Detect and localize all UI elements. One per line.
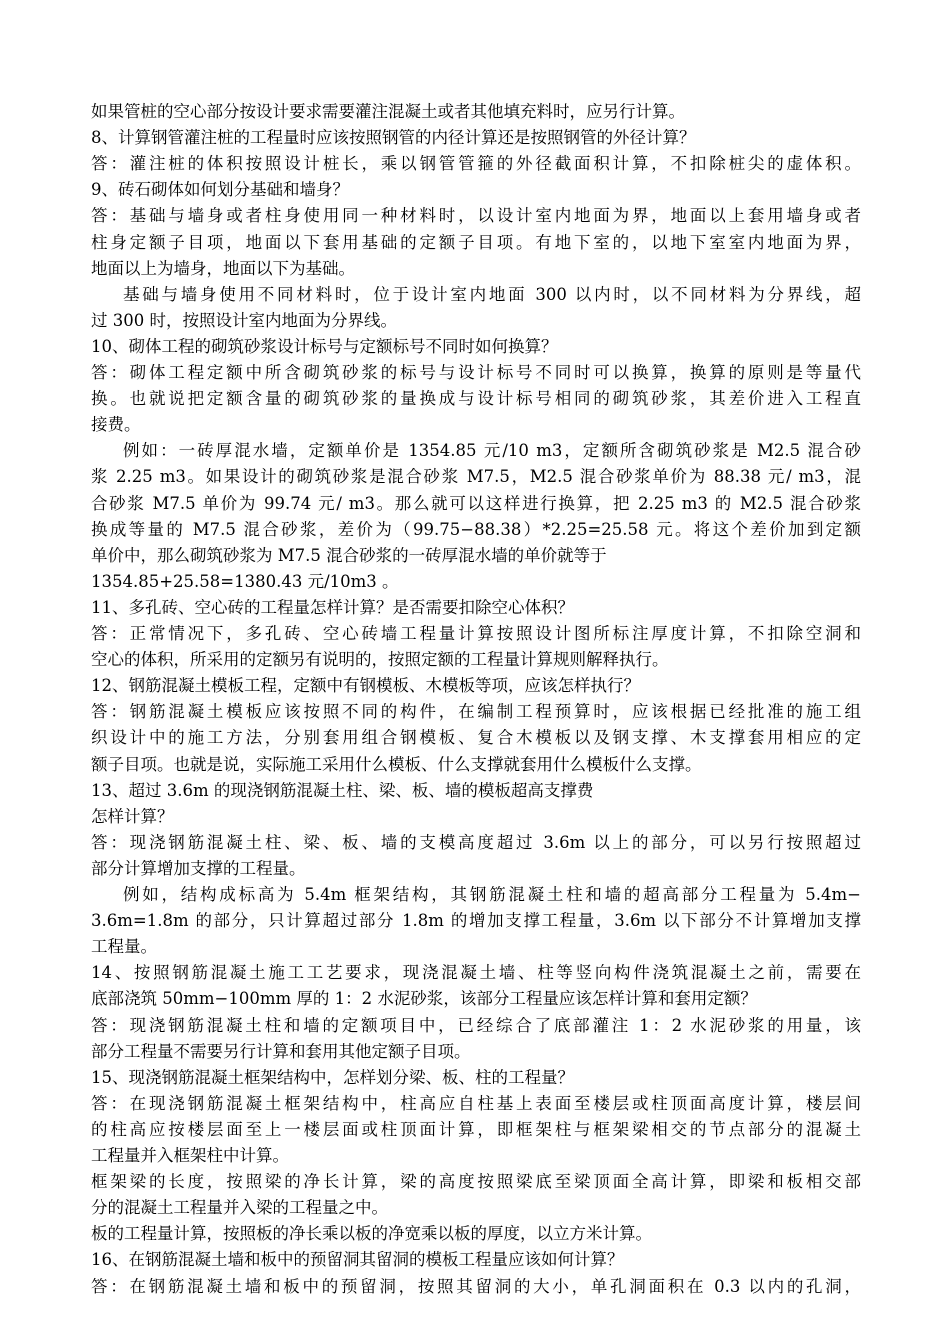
text-line: 13、超过 3.6m 的现浇钢筋混凝土柱、梁、板、墙的模板超高支撑费: [91, 780, 594, 800]
text-line: 分的混凝土工程量并入梁的工程量之中。: [91, 1198, 388, 1218]
text-line: 14、按照钢筋混凝土施工工艺要求，现浇混凝土墙、柱等竖向构件浇筑混凝土之前，需要在: [91, 963, 861, 983]
text-line: 答：灌注桩的体积按照设计桩长，乘以钢管管箍的外径截面积计算，不扣除桩尖的虚体积。: [91, 154, 861, 174]
text-line: 10、砌体工程的砌筑砂浆设计标号与定额标号不同时如何换算？: [91, 336, 558, 356]
text-line: 基础与墙身使用不同材料时，位于设计室内地面 300 以内时，以不同材料为分界线，超: [123, 284, 861, 304]
text-line: 答：砌体工程定额中所含砌筑砂浆的标号与设计标号不同时可以换算，换算的原则是等量代: [91, 363, 861, 382]
text-line: 换。也就说把定额含量的砌筑砂浆的量换成与设计标号相同的砌筑砂浆，其差价进入工程直: [91, 389, 861, 409]
text-line: 11、多孔砖、空心砖的工程量怎样计算？是否需要扣除空心体积？: [91, 597, 574, 617]
text-line: 例如：一砖厚混水墙，定额单价是 1354.85 元/10 m3，定额所含砌筑砂浆是 M2.5 混合砂: [123, 441, 861, 461]
text-line: 部分计算增加支撑的工程量。: [91, 858, 306, 878]
text-line: 答：现浇钢筋混凝土柱、梁、板、墙的支模高度超过 3.6m 以上的部分，可以另行按照超过: [91, 832, 861, 852]
text-line: 工程量。: [91, 937, 157, 957]
text-line: 3.6m=1.8m 的部分，只计算超过部分 1.8m 的增加支撑工程量，3.6m 以下部分不计算增加支撑: [91, 911, 861, 931]
text-line: 工程量并入框架柱中计算。: [91, 1146, 289, 1165]
text-line: 框架梁的长度，按照梁的净长计算，梁的高度按照梁底至梁顶面全高计算，即梁和板相交部: [91, 1172, 861, 1192]
text-line: 部分工程量不需要另行计算和套用其他定额子目项。: [91, 1041, 471, 1061]
text-line: 答：基础与墙身或者柱身使用同一种材料时，以设计室内地面为界，地面以上套用墙身或者: [91, 206, 861, 226]
text-line: 12、钢筋混凝土模板工程，定额中有钢模板、木模板等项，应该怎样执行？: [91, 676, 640, 696]
text-line: 16、在钢筋混凝土墙和板中的预留洞其留洞的模板工程量应该如何计算？: [91, 1250, 624, 1270]
text-line: 答：在钢筋混凝土墙和板中的预留洞，按照其留洞的大小，单孔洞面积在 0.3 以内的孔洞，: [91, 1276, 861, 1296]
text-line: 额子目项。也就是说，实际施工采用什么模板、什么支撑就套用什么模板什么支撑。: [91, 754, 702, 774]
text-line: 地面以上为墙身，地面以下为基础。: [91, 258, 355, 278]
text-line: 底部浇筑 50mm−100mm 厚的 1：2 水泥砂浆，该部分工程量应该怎样计算和套用定额？: [91, 989, 757, 1009]
text-line: 答：钢筋混凝土模板应该按照不同的构件，在编制工程预算时，应该根据已经批准的施工组: [91, 702, 861, 722]
text-line: 柱身定额子目项，地面以下套用基础的定额子目项。有地下室的，以地下室室内地面为界，: [91, 232, 861, 252]
text-line: 板的工程量计算，按照板的净长乘以板的净宽乘以板的厚度，以立方米计算。: [91, 1224, 652, 1244]
text-line: 答：在现浇钢筋混凝土框架结构中，柱高应自柱基上表面至楼层或柱顶面高度计算，楼层间: [91, 1093, 861, 1113]
text-line: 如果管桩的空心部分按设计要求需要灌注混凝土或者其他填充料时，应另行计算。: [91, 102, 685, 121]
text-line: 9、砖石砌体如何划分基础和墙身？: [91, 180, 349, 200]
text-line: 例如，结构成标高为 5.4m 框架结构，其钢筋混凝土柱和墙的超高部分工程量为 5.4m−: [123, 885, 861, 904]
text-line: 单价中，那么砌筑砂浆为 M7.5 混合砂浆的一砖厚混水墙的单价就等于: [91, 545, 607, 565]
text-line: 合砂浆 M7.5 单价为 99.74 元/ m3。那么就可以这样进行换算，把 2.25 m3 的 M2.5 混合砂浆: [91, 493, 861, 513]
text-line: 的柱高应按楼层面至上一楼层面或柱顶面计算，即框架柱与框架梁相交的节点部分的混凝土: [91, 1119, 861, 1139]
text-line: 换成等量的 M7.5 混合砂浆，差价为（99.75−88.38）*2.25=25.58 元。将这个差价加到定额: [91, 519, 861, 539]
text-line: 空心的体积，所采用的定额另有说明的，按照定额的工程量计算规则解释执行。: [91, 650, 669, 670]
text-line: 浆 2.25 m3。如果设计的砌筑砂浆是混合砂浆 M7.5，M2.5 混合砂浆单价为 88.38 元/ m3，混: [91, 467, 861, 487]
text-line: 过 300 时，按照设计室内地面为分界线。: [91, 310, 397, 330]
text-line: 织设计中的施工方法，分别套用组合钢模板、复合木模板以及钢支撑、木支撑套用相应的定: [91, 728, 861, 748]
text-line: 答：现浇钢筋混凝土柱和墙的定额项目中，已经综合了底部灌注 1：2 水泥砂浆的用量，该: [91, 1015, 861, 1035]
text-line: 答：正常情况下，多孔砖、空心砖墙工程量计算按照设计图所标注厚度计算，不扣除空洞和: [91, 624, 861, 643]
text-line: 15、现浇钢筋混凝土框架结构中，怎样划分梁、板、柱的工程量？: [91, 1067, 574, 1087]
text-line: 接费。: [91, 415, 141, 435]
text-line: 怎样计算？: [91, 806, 174, 826]
text-line: 8、计算钢管灌注桩的工程量时应该按照钢管的内径计算还是按照钢管的外径计算？: [91, 128, 696, 148]
text-line: 1354.85+25.58=1380.43 元/10m3 。: [91, 571, 399, 591]
